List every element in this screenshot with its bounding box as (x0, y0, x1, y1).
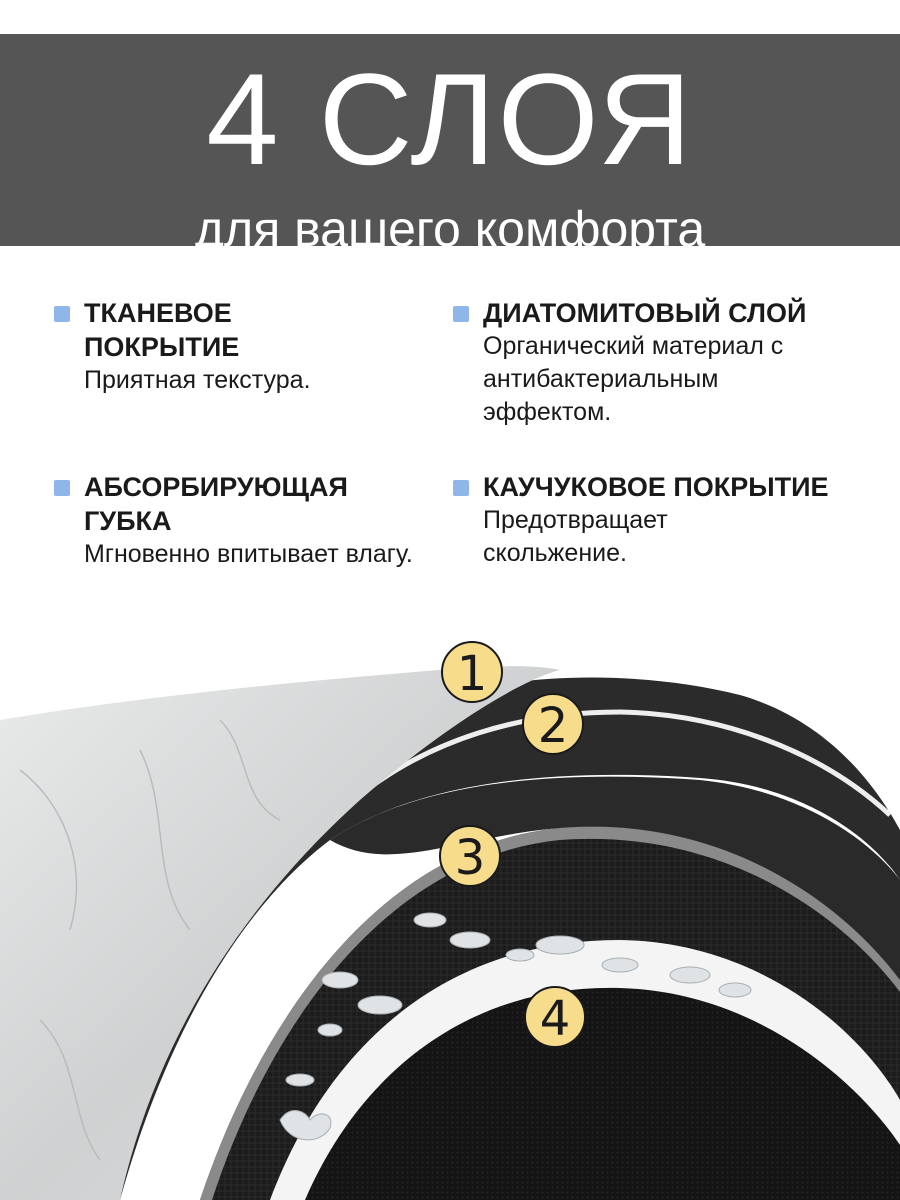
feature-title: КАУЧУКОВОЕ ПОКРЫТИЕ (483, 472, 829, 502)
feature-description: Предотвращает скольжение. (483, 506, 668, 567)
svg-text:3: 3 (454, 830, 486, 886)
feature-rubber-backing (453, 470, 883, 570)
feature-diatomite-layer (453, 296, 883, 429)
feature-fabric-cover (54, 296, 454, 397)
square-bullet-icon (453, 480, 469, 496)
square-bullet-icon (453, 306, 469, 322)
layer-badge-1 (442, 642, 502, 702)
feature-description: Мгновенно впитывает влагу. (84, 540, 413, 568)
feature-description: Приятная текстура. (84, 366, 311, 394)
feature-title: АБСОРБИРУЮЩАЯ ГУБКА (84, 472, 348, 536)
svg-text:1: 1 (456, 646, 488, 702)
square-bullet-icon (54, 306, 70, 322)
feature-title: ТКАНЕВОЕ ПОКРЫТИЕ (84, 298, 240, 362)
svg-text:4: 4 (539, 991, 571, 1047)
layer-badge-3 (440, 826, 500, 886)
page-title: 4 СЛОЯ (206, 46, 694, 192)
feature-description: Органический материал с антибактериальным эффектом. (483, 332, 784, 426)
layer-badge-4 (525, 987, 585, 1047)
page-subtitle: для вашего комфорта (194, 201, 706, 257)
svg-text:2: 2 (537, 698, 569, 754)
feature-absorbent-sponge (54, 470, 454, 571)
layer-badge-2 (523, 694, 583, 754)
square-bullet-icon (54, 480, 70, 496)
header-banner (0, 34, 900, 257)
feature-title: ДИАТОМИТОВЫЙ СЛОЙ (483, 298, 807, 328)
mat-layers-illustration (0, 600, 900, 1200)
